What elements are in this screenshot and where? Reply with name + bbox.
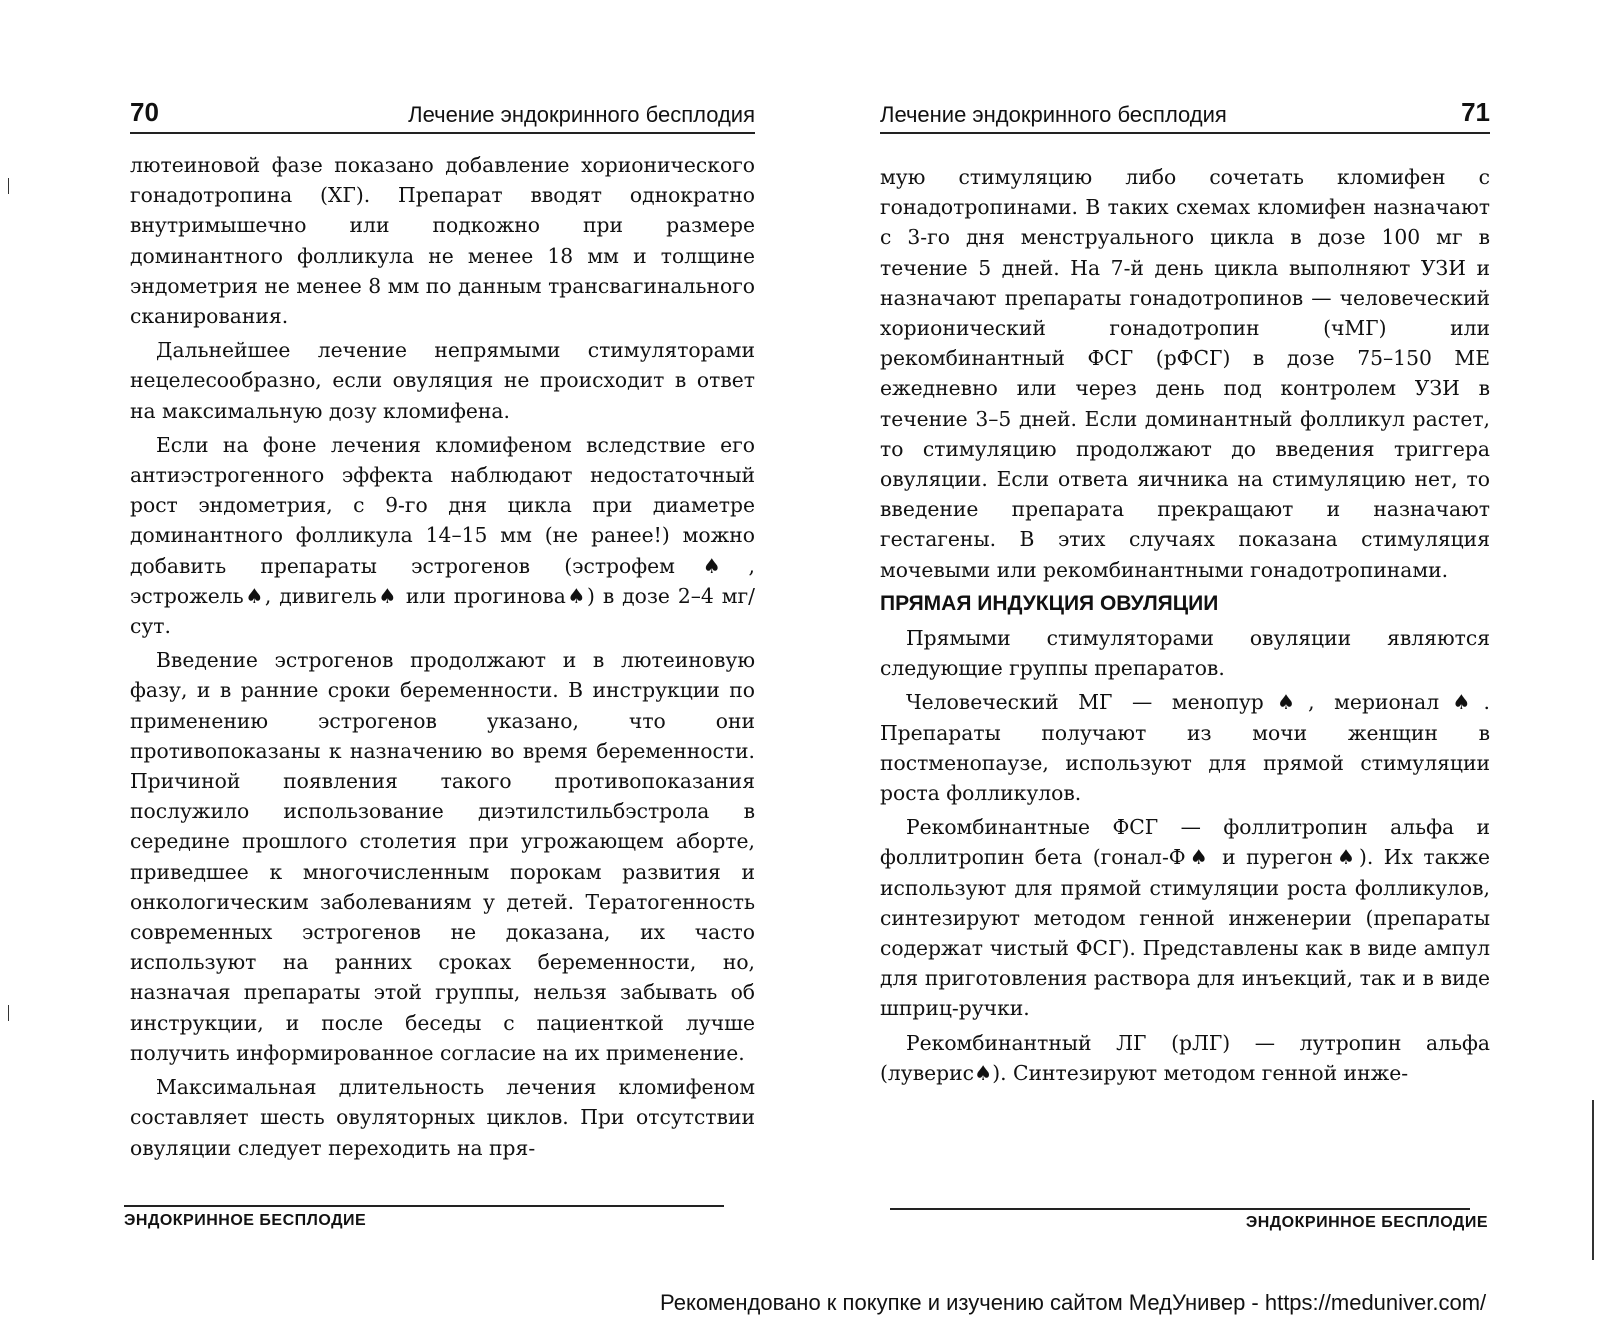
paragraph: Максимальная длительность лечения кломифеном составляет шесть овуляторных циклов. При отсутствии овуляции следует переходить на пря- bbox=[130, 1075, 755, 1160]
right-body-text bbox=[880, 162, 1490, 1092]
section-heading: ПРЯМАЯ ИНДУКЦИЯ ОВУЛЯЦИИ bbox=[880, 591, 1219, 615]
footer-rule bbox=[124, 1205, 724, 1207]
left-body-text bbox=[130, 150, 755, 1167]
paragraph: Рекомбинантный ЛГ (рЛГ) — лутропин альфа (луверис♠). Синтезируют методом генной инже- bbox=[880, 1030, 1490, 1085]
paragraph: Если на фоне лечения кломифеном вследствие его антиэстрогенного эффекта наблюдают недостаточный рост эндометрия, с 9-го дня цикла при диаметре доминантного фолликула 14–15 мм (не ранее!) можно добавить препараты эстрогенов (эстрофем♠, эстрожель♠, дивигель♠ или прогинова♠) в дозе 2–4 мг/сут. bbox=[130, 432, 755, 639]
running-title: Лечение эндокринного бесплодия bbox=[880, 102, 1227, 127]
footer-rule bbox=[890, 1208, 1470, 1210]
watermark-text: Рекомендовано к покупке и изучению сайтом МедУнивер - https://meduniver.com/ bbox=[660, 1290, 1487, 1315]
left-scan-edge-mark bbox=[8, 178, 9, 194]
paragraph: мую стимуляцию либо сочетать кломифен с гонадотропинами. В таких схемах кломифен назначают с 3-го дня менструального цикла в дозе 100 мг в течение 5 дней. На 7-й день цикла выполняют УЗИ и назначают препараты гонадотропинов — человеческий хорионический гонадотропин (чМГ) или рекомбинантный ФСГ (рФСГ) в дозе 75–150 МЕ ежедневно или через день под контролем УЗИ в течение 3–5 дней. Если доминантный фолликул растет, то стимуляцию продолжают до введения триггера овуляции. Если ответа яичника на стимуляцию нет, то введение препарата прекращают и назначают гестагены. В этих случаях показана стимуляция мочевыми или рекомбинантными гонадотропинами. bbox=[880, 165, 1490, 582]
running-title: Лечение эндокринного бесплодия bbox=[408, 102, 755, 127]
right-scan-edge bbox=[1592, 1100, 1594, 1260]
paragraph: Рекомбинантные ФСГ — фоллитропин альфа и фоллитропин бета (гонал-Ф♠ и пурегон♠). Их также используют для прямой стимуляции роста фолликулов, синтезируют методом генной инженерии (препараты содержат чистый ФСГ). Представлены как в виде ампул для приготовления раствора для инъекций, так и в виде шприц-ручки. bbox=[880, 815, 1490, 1021]
page-footer: ЭНДОКРИННОЕ БЕСПЛОДИЕ bbox=[124, 1212, 367, 1229]
page-number: 70 bbox=[130, 97, 159, 127]
page-footer: ЭНДОКРИННОЕ БЕСПЛОДИЕ bbox=[1245, 1214, 1488, 1231]
paragraph: Дальнейшее лечение непрямыми стимуляторами нецелесообразно, если овуляция не происходит в ответ на максимальную дозу кломифена. bbox=[130, 338, 755, 423]
paragraph: Прямыми стимуляторами овуляции являются следующие группы препаратов. bbox=[880, 626, 1490, 681]
paragraph: лютеиновой фазе показано добавление хорионического гонадотропина (ХГ). Препарат вводят однократно внутримышечно или подкожно при размере доминантного фолликула не менее 18 мм и толщине эндометрия не менее 8 мм по данным трансвагинального сканирования. bbox=[130, 153, 755, 329]
paragraph: Человеческий МГ — менопур♠, мерионал♠. Препараты получают из мочи женщин в постменопаузе, используют для прямой стимуляции роста фолликулов. bbox=[880, 690, 1490, 806]
left-scan-edge-mark bbox=[8, 1005, 9, 1021]
right-running-head bbox=[880, 97, 1490, 134]
page-number: 71 bbox=[1461, 97, 1490, 127]
left-running-head bbox=[130, 97, 755, 134]
paragraph: Введение эстрогенов продолжают и в лютеиновую фазу, и в ранние сроки беременности. В инструкции по применению эстрогенов указано, что они противопоказаны к назначению во время беременности. Причиной появления такого противопоказания послужило использование диэтилстильбэстрола в середине прошлого столетия при угрожающем аборте, приведшее к многочисленным порокам развития и онкологическим заболеваниям у детей. Тератогенность современных эстрогенов не доказана, их часто используют на ранних сроках беременности, но, назначая препараты этой группы, нельзя забывать об инструкции, и после беседы с пациенткой лучше получить информированное согласие на их применение. bbox=[130, 648, 755, 1065]
